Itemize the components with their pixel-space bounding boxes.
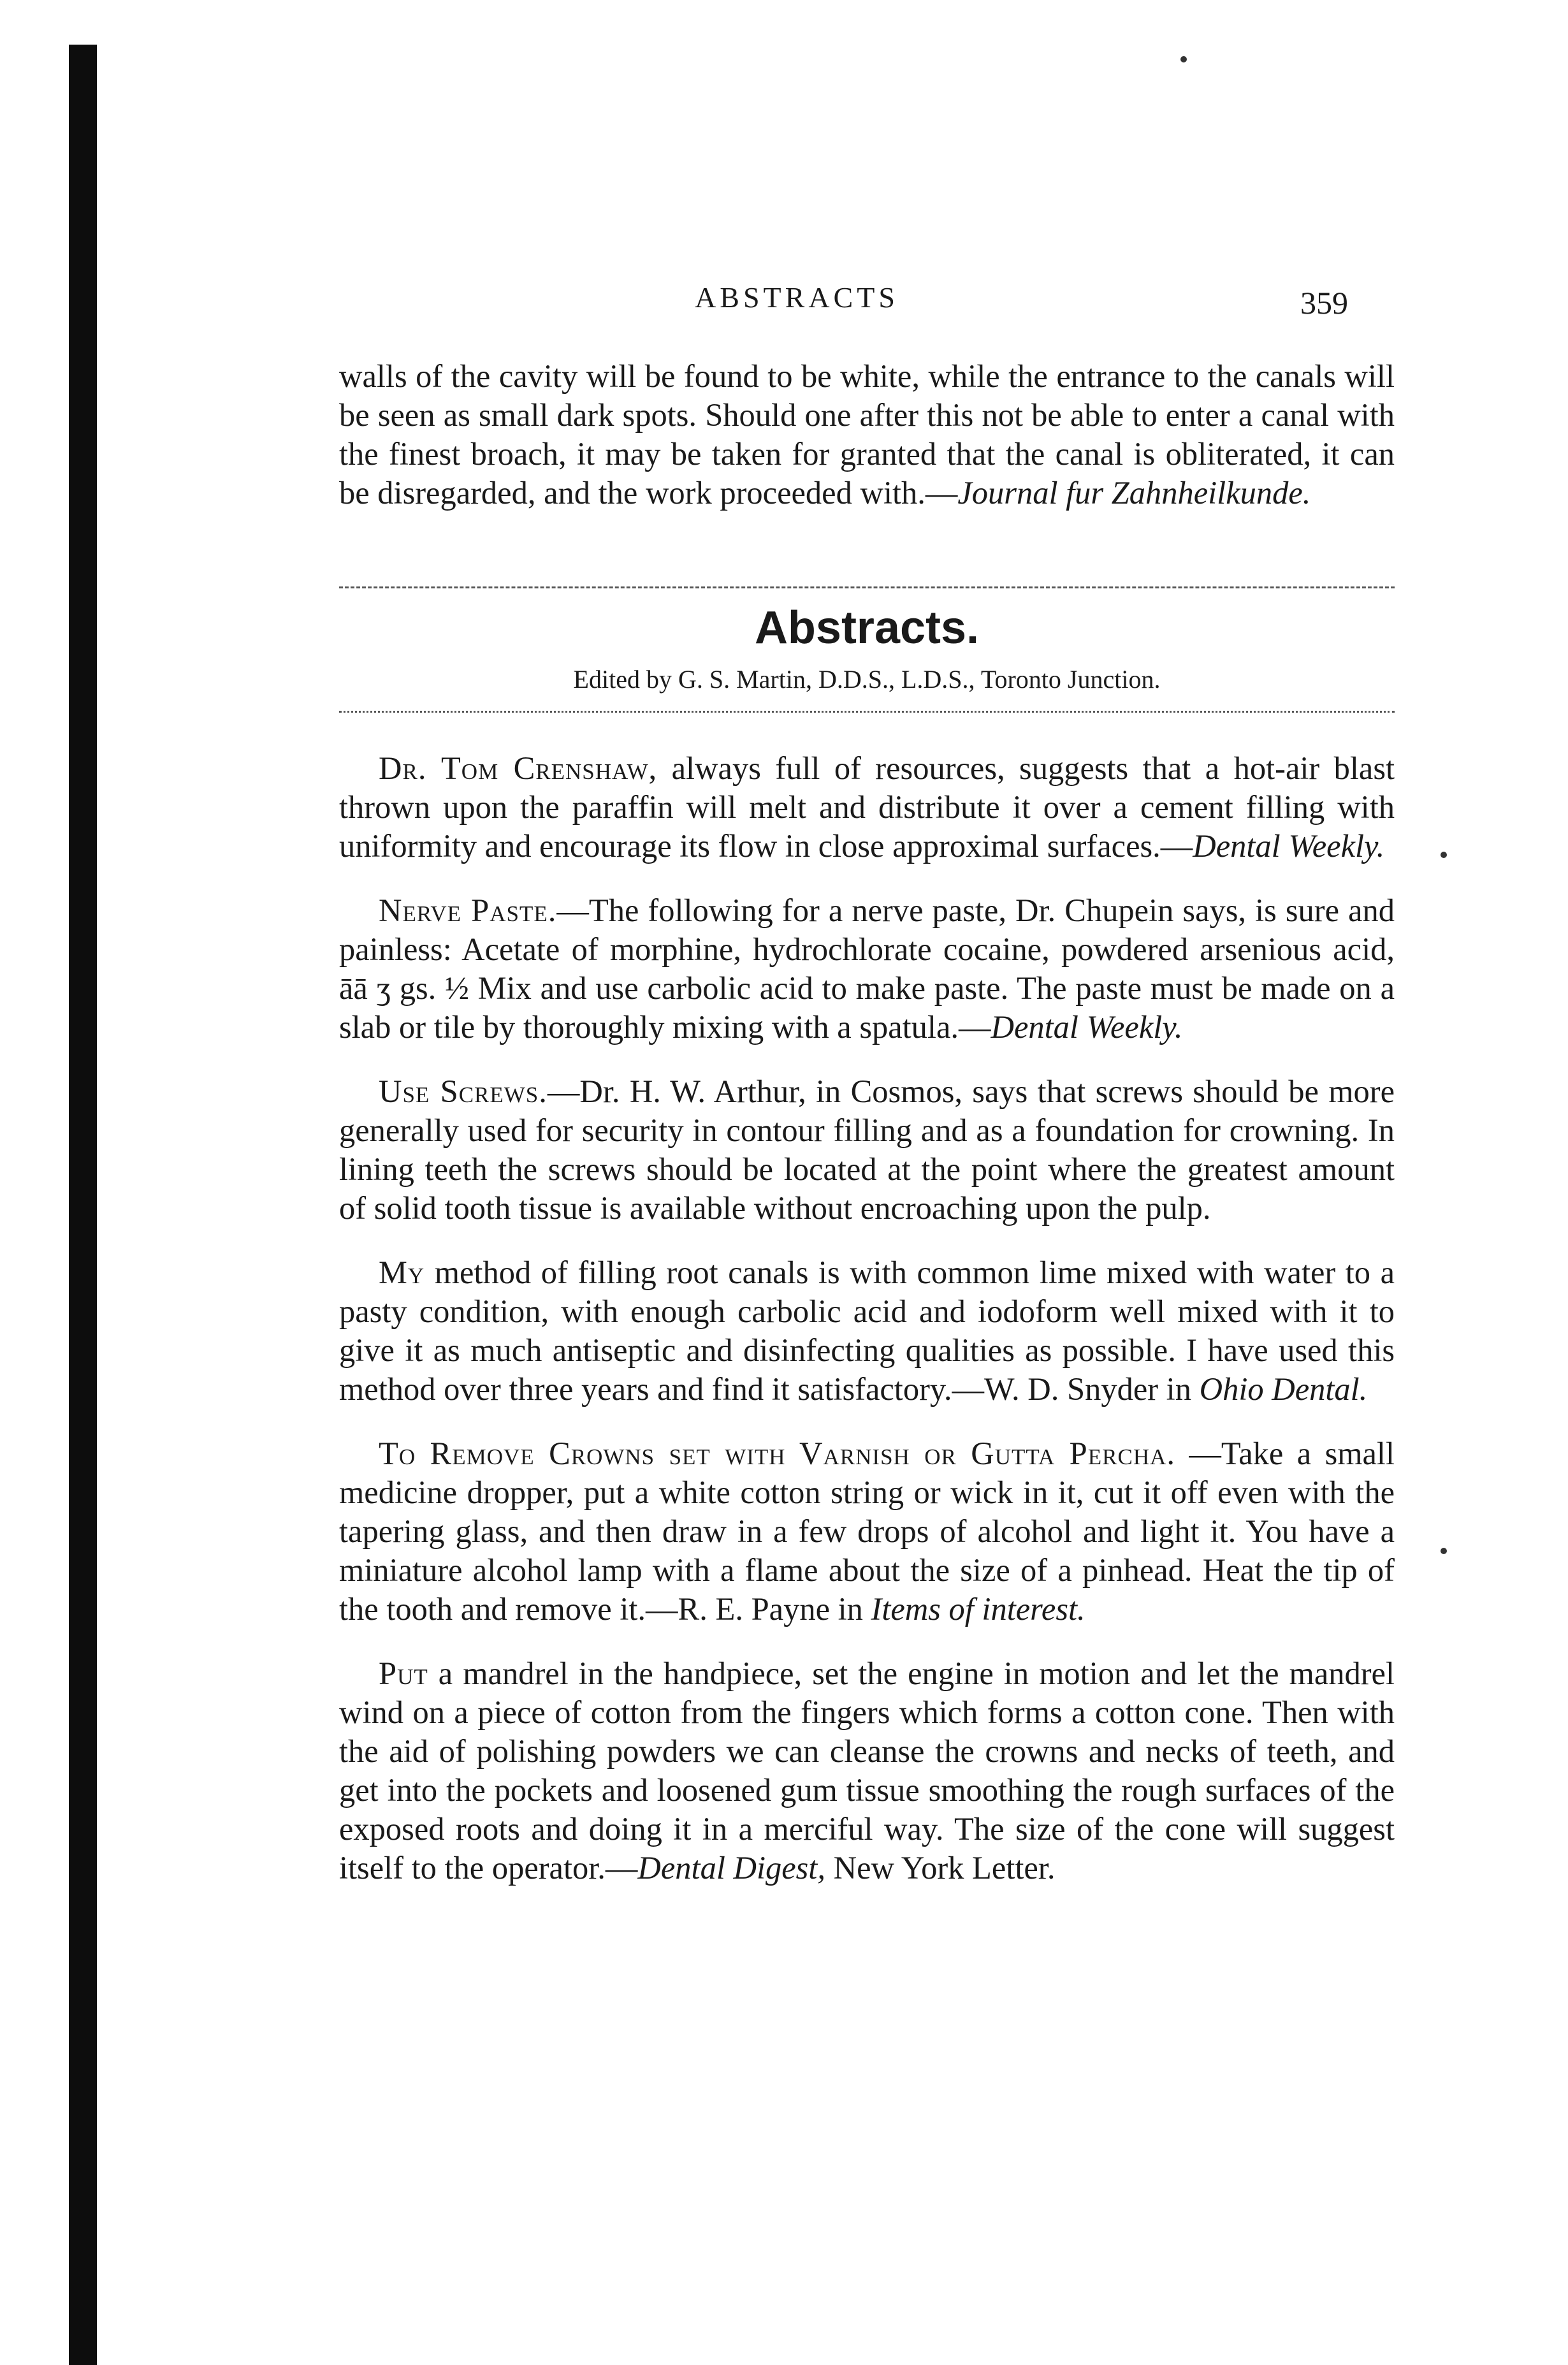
continuation-text: walls of the cavity will be found to be white, while the entrance to the canals will be seen as small dark spots. Should one after this not be able to enter a canal with the finest broach, it may be taken for granted that the canal is obliterated, it can be disregarded, and the work proceeded with.— — [339, 358, 1395, 511]
abstract-lead: My — [379, 1255, 425, 1290]
abstract-item — [339, 1654, 1395, 1888]
abstract-lead: Use Screws. — [379, 1073, 548, 1109]
abstract-item — [339, 1434, 1395, 1629]
abstract-item — [339, 891, 1395, 1047]
abstract-lead: Nerve Paste. — [379, 892, 557, 928]
section-rule-top — [339, 586, 1395, 588]
abstract-text: always full of resources, suggests that a hot-air blast thrown upon the paraffin will melt and distribute it over a cement filling with uniformity and encourage its flow in close approximal surfaces.— — [339, 750, 1395, 864]
abstract-item — [339, 1072, 1395, 1228]
abstract-item — [339, 1253, 1395, 1409]
speck — [1180, 56, 1187, 62]
abstract-source: Dental Digest, — [637, 1850, 825, 1886]
abstract-source: Items of interest. — [871, 1591, 1085, 1627]
page-number: 359 — [1300, 285, 1348, 321]
abstract-source: Dental Weekly. — [1193, 828, 1385, 864]
abstract-source: Dental Weekly. — [991, 1009, 1183, 1045]
editor-line: Edited by G. S. Martin, D.D.S., L.D.S., Toronto Junction. — [573, 665, 1161, 694]
abstracts-body — [339, 749, 1395, 1913]
page-binding-edge — [69, 45, 97, 2365]
abstract-tail: New York Letter. — [825, 1850, 1056, 1886]
abstract-lead: Put — [379, 1655, 428, 1691]
abstract-text: —The following for a nerve paste, Dr. Chupein says, is sure and painless: Acetate of morphine, hydrochlorate cocaine, powdered arsenious acid, āā ʒ gs. ½ Mix and use carbolic acid to make paste. The paste must be made on a slab or tile by thoroughly mixing with a spatula.— — [339, 892, 1395, 1045]
running-title: ABSTRACTS — [695, 281, 899, 314]
abstract-source: Ohio Dental. — [1199, 1371, 1368, 1407]
abstract-item — [339, 749, 1395, 866]
abstract-lead: Dr. Tom Crenshaw, — [379, 750, 658, 786]
abstract-text: method of filling root canals is with common lime mixed with water to a pasty condition, with enough carbolic acid and iodoform well mixed with it to give it as much antiseptic and disinfecting qualities as possible. I have used this method over three years and find it satisfactory.—W. D. Snyder in — [339, 1255, 1395, 1407]
section-rule-bottom — [339, 711, 1395, 713]
speck — [1441, 852, 1447, 858]
abstract-lead: To Remove Crowns set with Varnish or Gutta Percha. — [379, 1436, 1176, 1471]
abstract-text: —Dr. H. W. Arthur, in Cosmos, says that screws should be more generally used for security in contour filling and as a foundation for crowning. In lining teeth the screws should be located at the point where the greatest amount of solid tooth tissue is available without encroaching upon the pulp. — [339, 1073, 1395, 1226]
abstract-text: —Take a small medicine dropper, put a white cotton string or wick in it, cut it off even with the tapering glass, and then draw in a few drops of alcohol and light it. You have a miniature alcohol lamp with a flame about the size of a pinhead. Heat the tip of the tooth and remove it.—R. E. Payne in — [339, 1436, 1395, 1627]
continuation-source: Journal fur Zahnheilkunde. — [957, 475, 1311, 511]
section-title: Abstracts. — [754, 602, 980, 653]
running-header — [0, 280, 1568, 325]
abstract-text: a mandrel in the handpiece, set the engine in motion and let the mandrel wind on a piece of cotton from the fingers which forms a cotton cone. Then with the aid of polishing powders we can cleanse the crowns and necks of teeth, and get into the pockets and loosened gum tissue smoothing the rough surfaces of the exposed roots and doing it in a merciful way. The size of the cone will suggest itself to the operator.— — [339, 1655, 1395, 1886]
speck — [1441, 1548, 1447, 1554]
continuation-paragraph — [339, 357, 1395, 513]
